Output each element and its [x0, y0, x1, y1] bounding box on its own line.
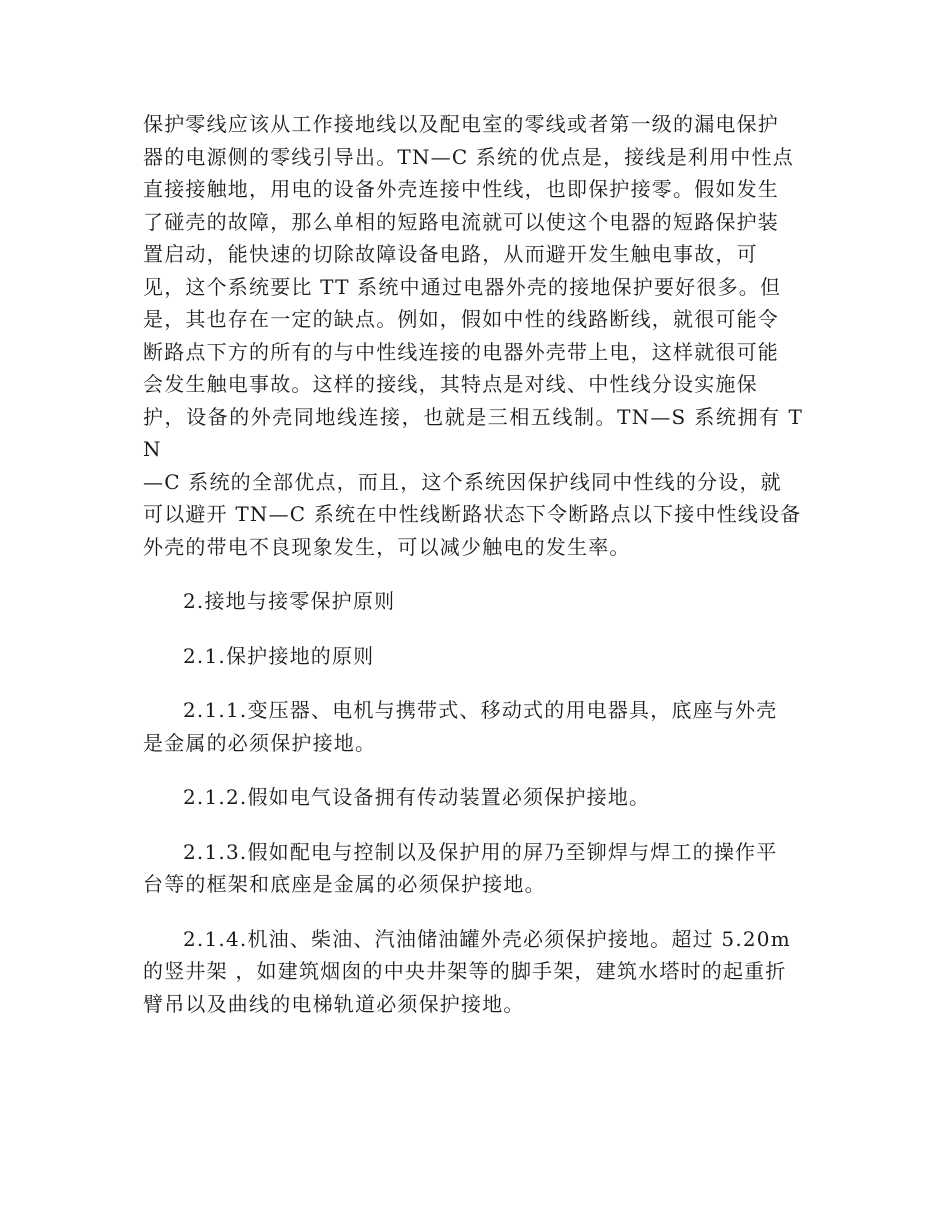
text-line: 臂吊以及曲线的电梯轨道必须保护接地。 — [143, 991, 525, 1016]
text-line: 断路点下方的所有的与中性线连接的电器外壳带上电，这样就很可能 — [143, 339, 779, 364]
text-line: 见，这个系统要比 TT 系统中通过电器外壳的接地保护要好很多。但 — [143, 274, 782, 299]
item-2-1-4 — [143, 923, 803, 1021]
document-body — [143, 108, 803, 1020]
section-heading-2-1: 2.1.保护接地的原则 — [183, 643, 375, 668]
text-line: 的竖井架 ，如建筑烟囱的中央井架等的脚手架，建筑水塔时的起重折 — [143, 959, 787, 983]
text-line: 保护零线应该从工作接地线以及配电室的零线或者第一级的漏电保护 — [143, 112, 779, 136]
text-line: 是，其也存在一定的缺点。例如，假如中性的线路断线，就很可能令 — [143, 307, 779, 331]
item-2-1-2: 2.1.2.假如电气设备拥有传动装置必须保护接地。 — [183, 785, 651, 809]
paragraph-tn-systems — [143, 108, 803, 563]
section-heading-2: 2.接地与接零保护原则 — [183, 589, 396, 613]
item-2-1-3 — [143, 836, 803, 901]
text-line: 2.1.1.变压器、电机与携带式、移动式的用电器具，底座与外壳 — [183, 698, 778, 722]
text-line: 2.1.3.假如配电与控制以及保护用的屏乃至铆焊与焊工的操作平 — [183, 839, 778, 864]
text-line: 可以避开 TN—C 系统在中性线断路状态下令断路点以下接中性线设备 — [143, 502, 802, 526]
item-2-1-1 — [143, 694, 803, 759]
text-line: 护，设备的外壳同地线连接，也就是三相五线制。TN—S 系统拥有 TN — [143, 404, 803, 461]
text-line: 2.1.4.机油、柴油、汽油储油罐外壳必须保护接地。超过 5.20m — [183, 926, 791, 951]
text-line: 是金属的必须保护接地。 — [143, 730, 377, 755]
text-line: 会发生触电事故。这样的接线，其特点是对线、中性线分设实施保 — [143, 372, 758, 396]
text-line: 台等的框架和底座是金属的必须保护接地。 — [143, 872, 546, 896]
text-line: 外壳的带电不良现象发生，可以减少触电的发生率。 — [143, 534, 631, 559]
text-line: 置启动，能快速的切除故障设备电路，从而避开发生触电事故，可 — [143, 242, 758, 266]
text-line: 直接接触地，用电的设备外壳连接中性线，也即保护接零。假如发生 — [143, 177, 779, 201]
text-line: 了碰壳的故障，那么单相的短路电流就可以使这个电器的短路保护装 — [143, 209, 779, 234]
text-line: 器的电源侧的零线引导出。TN—C 系统的优点是，接线是利用中性点 — [143, 144, 794, 169]
text-line: —C 系统的全部优点，而且，这个系统因保护线同中性线的分设，就 — [143, 469, 782, 494]
